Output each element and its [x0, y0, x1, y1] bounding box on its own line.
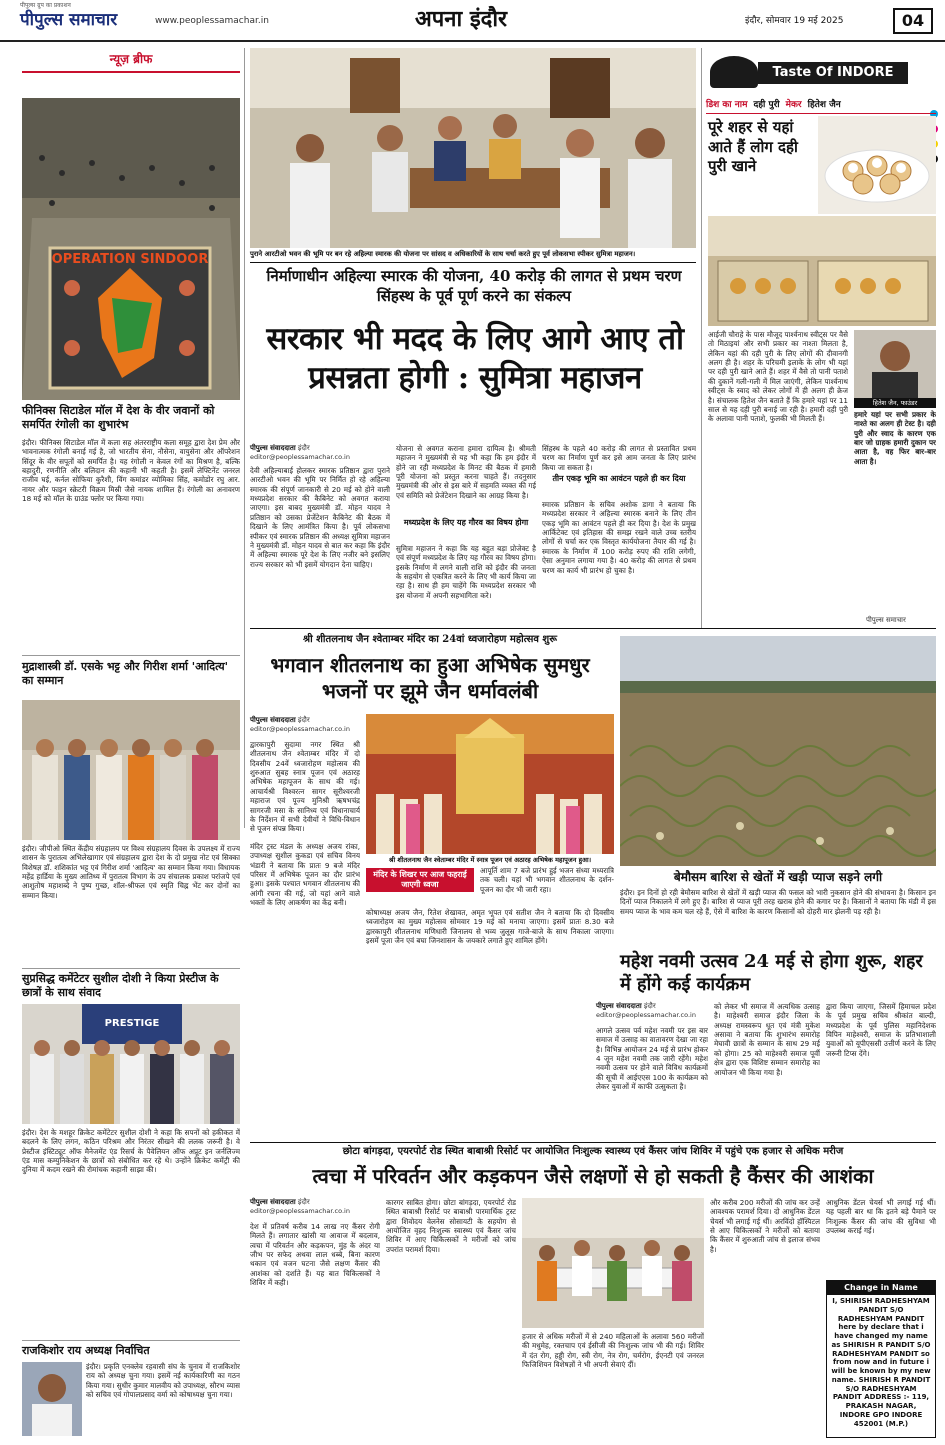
news-brief-title: न्यूज़ ब्रीफ — [22, 48, 240, 73]
byline-name: पीपुल्स संवाददाता — [596, 1002, 642, 1010]
taste-header — [706, 48, 936, 96]
byline-name: पीपुल्स संवाददाता — [250, 444, 296, 452]
byline-email[interactable]: editor@peoplessamachar.co.in — [250, 724, 350, 733]
rangoli-image — [22, 98, 240, 400]
dahi-puri-image — [818, 116, 936, 214]
story-body: इंदौर। जीपीओ स्थित केंद्रीय संग्रहालय पर विश्व संग्रहालय दिवस के उपलक्ष्य में राज्य शासन के पुरातत्व अभिलेखागार एवं संग्रहालय द्वारा देश के दो प्रमुख नोट एवं सिक्का विशेषज्ञ डॉ. शशिकांत भट्ट एवं गिरीश शर्मा 'आदित्य' का सम्मान किया गया। विधायक महेंद्र हार्डिया के मुख्य आतिथ्य में पुरातत्व विभाग के उप संचालक प्रकाश परांजपे एवं आशुतोष महाशब्दे ने पुष्प गुच्छ, शॉल-श्रीफल एवं स्मृति चिह्न भेंट कर दोनों का सम्मान किया। — [22, 844, 240, 900]
website-url[interactable]: www.peoplessamachar.in — [155, 16, 269, 26]
prestige-photo — [22, 1004, 240, 1124]
maker-name: हितेश जैन — [807, 99, 841, 110]
lead-photo — [250, 48, 696, 248]
byline-email[interactable]: editor@peoplessamachar.co.in — [596, 1010, 696, 1019]
portrait-photo — [22, 1362, 82, 1436]
onion-field-image — [620, 636, 936, 866]
lead-headline: सरकार भी मदद के लिए आगे आए तो प्रसन्नता होगी : सुमित्रा महाजन — [266, 321, 684, 396]
taste-headline: पूरे शहर से यहां आते हैं लोग दही पुरी खाने — [708, 118, 798, 175]
byline-email[interactable]: editor@peoplessamachar.co.in — [250, 452, 350, 461]
lead-subhead: तीन एकड़ भूमि का आवंटन पहले ही कर दिया — [552, 474, 686, 483]
masthead — [0, 0, 945, 42]
lead-column: योजना से अवगत कराना हमारा दायित्व है। श्रीमती महाजन ने मुख्यमंत्री से यह भी कहा कि हम इंदौर में होने जा रही मध्यप्रदेश के मिनट की बैठक में हमारी पूरी योजना को प्रस्तुत करना चाहते हैं। तदनुसार मुख्यमंत्री की ओर से इस बारे में सहमति व्यक्त की गई एवं समिति को प्रेजेंटेशन दिखाने का आग्रह किया है। — [396, 444, 536, 500]
divider — [22, 655, 240, 656]
divider — [250, 262, 696, 263]
temple-photo — [366, 714, 614, 854]
page-section-title: अपना इंदौर — [415, 6, 508, 32]
byline-city: इंदौर — [297, 716, 310, 724]
maker-label: मेकर — [785, 99, 802, 110]
taste-body: आईजी चौराहे के पास मौजूद पार्श्वनाथ स्वीट्स पर वैसे तो मिठाइयां और सभी प्रकार का नाश्ता मिलता है, लेकिन यहां की दही पुरी के लिए लोगों की दीवानगी अलग ही है। शहर के परिचमी इलाके के लोग भी यहां पर दही पुरी खाने आते हैं। शहर में वैसे तो पानी पताशे की दुकानें गली-गली में मिल जाएंगी, लेकिन पार्श्वनाथ स्वीट्स के स्वाद को लेकर लोगों में ही अलग ही क्रेज है। संचालक हितेश जैन बताते हैं कि हमारे यहां पर 11 साल से यह दही पुरी बनाई जा रही है। हमारी दही पुरी के अलावा पानी पताशे, फुलकी भी मिलती हैं। — [708, 330, 848, 424]
column-divider — [244, 48, 245, 828]
photo-caption: पुराने आरटीओ भवन की भूमि पर बन रहे अहिल्या स्मारक की योजना पर सांसद व अधिकारियों के साथ चर्चा करते हुए पूर्व लोकसभा स्पीकर सुमित्रा महाजन। — [250, 250, 636, 258]
story-headline: मुद्राशास्त्री डॉ. एसके भट्ट और गिरीश शर्मा 'आदित्य' का सम्मान — [22, 660, 229, 687]
founder-image — [854, 330, 936, 398]
lead-subhead: मध्यप्रदेश के लिए यह गौरव का विषय होगा — [403, 518, 529, 527]
byline-city: इंदौर — [297, 444, 310, 452]
onion-field-photo — [620, 636, 936, 866]
dish-label: डिश का नाम — [706, 99, 748, 110]
jain-column: मंदिर ट्रस्ट मंडल के अध्यक्ष अजय रांका, उपाध्यक्ष सुशील कुकडा एवं सचिव विनय भंडारी ने बताया कि प्रातः 9 बजे मंदिर परिसर में अभिषेक पूजन का दौर प्रारंभ हुआ। इसके पश्चात भगवान शीतलनाथ की आंगी रचना की गई, जो यहां आने वाले भक्तों के लिए आकर्षण का केंद्र बनी। — [250, 842, 360, 908]
divider — [22, 1340, 240, 1341]
temple-image — [366, 714, 614, 854]
cancer-column: आधुनिक डेंटल चेयर्स भी लगाई गई थीं। यह पहली बार था कि इतने बड़े पैमाने पर निःशुल्क कैंसर की जांच की सुविधा भी उपलब्ध कराई गई। — [826, 1198, 936, 1236]
mahesh-headline: महेश नवमी उत्सव 24 मई से होगा शुरू, शहर में होंगे कई कार्यक्रम — [620, 951, 923, 996]
byline — [250, 716, 360, 733]
brand-logo: पीपुल्स समाचार — [20, 10, 118, 30]
dish-name: दही पुरी — [753, 99, 780, 110]
founder-photo — [854, 330, 936, 398]
byline-name: पीपुल्स संवाददाता — [250, 716, 296, 724]
byline — [596, 1002, 710, 1019]
photo-caption: श्री शीतलनाथ जैन श्वेताम्बर मंदिर में स्नात्र पूजन एवं अठारह अभिषेक महापूजन हुआ। — [388, 856, 592, 864]
divider — [250, 1142, 936, 1143]
svg-text:PRESTIGE: PRESTIGE — [104, 1018, 160, 1029]
credit: पीपुल्स समाचार — [866, 616, 906, 624]
mahesh-column: को लेकर भी समाज में अत्यधिक उत्साह है। माहेश्वरी समाज इंदौर जिला के अध्यक्ष रामस्वरूप धूत एवं मंत्री मुकेश असावा ने बताया कि शुभारंभ समारोह मेघावी छात्रों के सम्मान के साथ 29 मई को होगा। 25 को माहेश्वरी समाज पूर्वी क्षेत्र द्वारा एक विशिष्ट सम्मान समारोह का आयोजन भी किया गया है। — [714, 1002, 820, 1077]
cancer-column: देश में प्रतिवर्ष करीब 14 लाख नए कैंसर रोगी मिलते हैं। लगातार खांसी या आवाज में बदलाव, त्वचा में परिवर्तन और कड़कपन, मुंह के अंदर या जीभ पर सफेद अथवा लाल धब्बे, बिना कारण थकान एवं वजन घटना जैसे लक्षण कैंसर की आशंका को दर्शाते हैं। यह बात चिकित्सकों ने शिविर में कही। — [250, 1222, 380, 1288]
rangoli-text: OPERATION SINDOOR — [51, 252, 209, 267]
onion-caption: बेमौसम बारिश से खेतों में खड़ी प्याज सड़ने लगी — [673, 870, 883, 884]
founder-quote: हमारे यहां पर सभी प्रकार के नाश्ते का अलग ही टेस्ट है। दही पुरी और स्वाद के कारण एक बार जो ग्राहक हमारी दुकान पर आता है, वह फिर बार-बार आता है। — [854, 410, 936, 466]
mahesh-column: आगले उत्सव पर्व महेश नवमी पर इस बार समाज में उत्साह का वातावरण देखा जा रहा है। विभिन्न आयोजन 24 मई से प्रारंभ होकर 4 जून महेश नवमी तक जारी रहेंगे। महेश नवमी उत्सव पर होने वाले विविध कार्यक्रमों की सूची में आईएएस 100 के कार्यक्रम को लेकर युवाओं में काफी उत्सुकता है। — [596, 1026, 708, 1092]
camp-photo — [522, 1198, 704, 1328]
taste-of-indore-box — [706, 48, 936, 628]
jain-kicker: श्री शीतलनाथ जैन श्वेताम्बर मंदिर का 24वां ध्वजारोहण महोत्सव शुरू — [302, 634, 557, 645]
byline-email[interactable]: editor@peoplessamachar.co.in — [250, 1206, 350, 1215]
byline-city: इंदौर — [643, 1002, 656, 1010]
portrait-image — [22, 1362, 82, 1436]
honour-photo — [22, 700, 240, 840]
column-divider — [701, 48, 702, 628]
honour-image — [22, 700, 240, 840]
shop-photo — [708, 216, 936, 326]
story-body: इंदौर। प्रकृति एनक्लेव रहवासी संघ के चुनाव में राजकिशोर राय को अध्यक्ष चुना गया। इसमें नई कार्यकारिणी का गठन किया गया। सुधीर कुमार मालवीय को उपाध्यक्ष, सौरभ व्यास को सचिव एवं गोपालप्रसाद वर्मा को कोषाध्यक्ष चुना गया। — [86, 1362, 240, 1400]
news-brief-column — [22, 48, 240, 73]
cancer-column: और करीब 200 मरीजों की जांच कर उन्हें आवश्यक परामर्श दिया। दो आधुनिक डेंटल चेयर्स भी लगाई गई थीं। अरविंदो हॉस्पिटल से आए चिकित्सकों ने मरीजों को बताया कि कैंसर में शुरुआती जांच से इलाज संभव है। — [710, 1198, 820, 1254]
cancer-headline: त्वचा में परिवर्तन और कड़कपन जैसे लक्षणों से हो सकती है कैंसर की आशंका — [312, 1164, 874, 1188]
dahi-puri-photo — [818, 116, 936, 214]
byline-name: पीपुल्स संवाददाता — [250, 1198, 296, 1206]
story-headline: सुप्रसिद्ध कमेंटेटर सुशील दोशी ने किया प्रेस्टीज के छात्रों के साथ संवाद — [22, 972, 219, 999]
cancer-kicker: छोटा बांगड़दा, एयरपोर्ट रोड स्थित बाबाश्री रिसोर्ट पर आयोजित निःशुल्क स्वास्थ्य एवं कैंसर जांच शिविर में पहुंचे एक हजार से अधिक मरीज — [342, 1146, 844, 1157]
lead-deck: निर्माणाधीन अहिल्या स्मारक की योजना, 40 करोड़ की लागत से प्रथम चरण सिंहस्थ के पूर्व पूर्ण करने का संकल्प — [266, 267, 682, 306]
taste-title: Taste Of INDORE — [758, 62, 908, 84]
page-number: 04 — [893, 8, 933, 34]
notice-body: I, SHIRISH RADHESHYAM PANDIT S/O RADHESHYAM PANDIT here by declare that i have changed my name as SHIRISH R PANDIT S/O RADHESHYAM PANDIT so from now and in future i will be known by my new name. SHIRISH R PANDIT S/O RADHESHYAM PANDIT ADDRESS :- 119, PRAKASH NAGAR, INDORE GPO INDORE 452001 (M.P.) — [831, 1297, 931, 1428]
story-body: इंदौर। देश के मशहूर क्रिकेट कमेंटेटर सुशील दोशी ने कहा कि सपनों को हकीकत में बदलने के लिए लगन, कठिन परिश्रम और निरंतर सीखने की ललक जरूरी है। वे प्रेस्टीज इंस्टिट्यूट ऑफ मैनेजमेंट एंड रिसर्च के पैवेलियन ऑफ अप्रूट इन जर्नलिज्म एंड मास कम्युनिकेशन के छात्रों को संबोधित कर रहे थे। उन्होंने क्रिकेट कमेंट्री की दुनिया में कदम रखने की रोमांचक कहानी साझा की। — [22, 1128, 240, 1175]
name-change-notice — [826, 1280, 936, 1438]
shop-image — [708, 216, 936, 326]
prestige-image — [22, 1004, 240, 1124]
lead-column: सिंहस्थ के पहले 40 करोड़ की लागत से प्रस्तावित प्रथम चरण का निर्माण पूर्ण कर इसे आम जनता के लिए प्रारंभ किया जा सकता है। — [542, 444, 696, 472]
meeting-image — [250, 48, 696, 248]
founder-caption: हितेश जैन, फाउंडर — [854, 398, 936, 408]
cloche-icon — [710, 56, 758, 88]
brand-tagline: पीपुल्स ग्रुप का प्रकाशन — [20, 2, 71, 9]
jain-column: द्वारकापुरी सुदामा नगर स्थित श्री शीतलनाथ जैन श्वेताम्बर मंदिर में दो दिवसीय 24वें ध्वजारोहण महोत्सव की शुरुआत सुबह स्नात्र पूजन एवं अठारह अभिषेक महापूजन के साथ की गई। आचार्यश्री विश्वरत्न सागर सूरीश्वरजी महाराज एवं पूज्य मुनिश्री ऋषभचंद्र सागरजी मसा के सानिध्य एवं विधानाचार्य के निर्देशन में सभी देवीयों ने विधि-विधान से पूजन संपन्न किया। — [250, 740, 360, 834]
jain-subhead: मंदिर के शिखर पर आज फहराई जाएगी ध्वजा — [366, 868, 474, 892]
notice-title: Change in Name — [827, 1281, 935, 1295]
jain-column: आपूर्ति शाम 7 बजे प्रारंभ हुई भजन संध्या मध्यरात्रि तक चली। यहां भी भगवान शीतलनाथ के दर्शन-पूजन का दौर भी जारी रहा। — [480, 866, 614, 894]
story-body: इंदौर। फीनिक्स सिटाडेल मॉल में कला सह अंतरराष्ट्रीय कला समूह द्वारा देश प्रेम और भावनात्मक रंगोली बनाई गई है, जो भारतीय सेना, नौसेना, वायुसेना और ऑपरेशन सिंदूर के वीर सपूतों को समर्पित है। यह रंगोली न केवल रंगों का मिश्रण है, बल्कि बहादुरी, रणनीति और बलिदान की कहानी भी कहती है। इसमें लेफ्टिनेंट जनरल राजीव घई, कर्नल सोफिया कुरैशी, विंग कमांडर व्योमिका सिंह, कमोडोर रघु आर. नायर और फाइन स्क्रेटरी विक्रम मिस्री जैसे नायक शामिल हैं। रंगोली का अनावरण 18 मई को मॉल के ग्राउंड फ्लोर पर किया गया। — [22, 438, 240, 504]
divider — [22, 968, 240, 969]
onion-body: इंदौर। इन दिनों हो रही बेमौसम बारिश से खेतों में खड़ी प्याज की फसल को भारी नुकसान होने की संभावना है। किसान इन दिनों प्याज निकालने में लगे हुए हैं। बारिश से प्याज पूरी तरह खराब होने की कगार पर है। किसानों ने बताया कि मंडी में इस समय प्याज के भाव कम चल रहे हैं, ऐसे में बारिश के कारण किसानों को दोहरी मार झेलनी पड़ रही है। — [620, 888, 936, 916]
story-headline: फीनिक्स सिटाडेल मॉल में देश के वीर जवानों को समर्पित रंगोली का शुभारंभ — [22, 404, 215, 431]
divider — [250, 628, 936, 629]
cancer-column: कारगर साबित होगा। छोटा बांगड़दा, एयरपोर्ट रोड स्थित बाबाश्री रिसोर्ट पर बाबाश्री पारमार्थिक ट्रस्ट द्वारा शिवोदय वेलनेस सोसायटी के सहयोग से आयोजित वृहद निःशुल्क स्वास्थ्य एवं कैंसर जांच शिविर में आए चिकित्सकों ने मरीजों को जांच उपरांत परामर्श दिया। — [386, 1198, 516, 1254]
lead-column: देवी अहिल्याबाई होलकर स्मारक प्रतिष्ठान द्वारा पुराने आरटीओ भवन की भूमि पर निर्मित हो रहे अहिल्या स्मारक की संपूर्ण जानकारी से 20 मई को होने वाली मध्यप्रदेश सरकार की कैबिनेट को अवगत कराया जाएगा। इस बाबद मुख्यमंत्री डॉ. मोहन यादव ने प्रतिष्ठान को उसका प्रेजेंटेशन कैबिनेट की बैठक में दिखाने के लिए आमंत्रित किया है। पूर्व लोकसभा स्पीकर एवं स्मारक प्रतिष्ठान की अध्यक्ष सुमित्रा महाजन ने मुख्यमंत्री डॉ. मोहन यादव से बात कर कहा कि इंदौर में अहिल्या स्मारक पूरे देश के लिए नजीर बने इसलिए राज्य सरकार को भी इसमें योगदान देना चाहिए। — [250, 466, 390, 569]
taste-meta — [706, 98, 936, 114]
mahesh-column: द्वारा किया जाएगा, जिसमें हिमाचल प्रदेश के पूर्व प्रमुख सचिव श्रीकांत बाल्दी, मध्यप्रदेश के पूर्व पुलिस महानिदेशक विपिन माहेश्वरी, समाज के प्रतिभाशाली युवाओं को यूपीएससी उत्तीर्ण करने के लिए जरूरी टिप्स देंगे। — [826, 1002, 936, 1058]
lead-column: स्मारक प्रतिष्ठान के सचिव अशोक डागा ने बताया कि मध्यप्रदेश सरकार ने अहिल्या स्मारक बनाने के लिए तीन एकड़ भूमि का आवंटन पहले ही कर दिया है। देश के प्रमुख आर्किटेक्ट एवं इतिहास की समझ रखने वाले उच्च स्तरीय लोगों से चर्चा कर एक विस्तृत कार्ययोजना तैयार की गई है। स्मारक के निर्माण में 100 करोड़ रुपए की राशि लगेगी, ऐसा अनुमान लगाया गया है। 40 करोड़ की लागत से प्रथम चरण का कार्य भी प्रारंभ हो चुका है। — [542, 500, 696, 575]
story-headline: राजकिशोर राय अध्यक्ष निर्वाचित — [22, 1344, 150, 1357]
camp-image — [522, 1198, 704, 1328]
rangoli-photo — [22, 98, 240, 400]
edition-date: इंदौर, सोमवार 19 मई 2025 — [745, 16, 844, 26]
lead-column: सुमित्रा महाजन ने कहा कि यह बहुत बड़ा प्रोजेक्ट है एवं संपूर्ण मध्यप्रदेश के लिए यह गौरव का विषय होगा। इसके निर्माण में लगने वाली राशि को इंदौर की जनता के सहयोग से एकत्रित करने के लिए भी कार्य किया जा रहा है। साथ ही हम चाहेंगे कि मध्यप्रदेश सरकार भी इस योजना में अपनी सहभागिता करे। — [396, 544, 536, 600]
jain-headline: भगवान शीतलनाथ का हुआ अभिषेक सुमधुर भजनों पर झूमे जैन धर्मावलंबी — [270, 653, 590, 703]
cancer-column: हजार से अधिक मरीजों में से 240 महिलाओं के अलावा 560 मरीजों की मधुमेह, रक्तचाप एवं ईसीजी की निःशुल्क जांच भी की गई। शिविर में दंत रोग, हड्डी रोग, स्त्री रोग, नेत्र रोग, चर्मरोग, ईएनटी एवं जनरल फिजिशियन विशेषज्ञों ने भी अपनी सेवाएं दीं। — [522, 1332, 704, 1370]
byline — [250, 1198, 380, 1215]
byline-city: इंदौर — [297, 1198, 310, 1206]
jain-column: कोषाध्यक्ष अजय जैन, रितेश शेखावत, अमृत भूपत एवं सतीश जैन ने बताया कि दो दिवसीय ध्वजारोहण का मुख्य महोत्सव सोमवार 19 मई को मनाया जाएगा। इसमें प्रातः 8.30 बजे द्वारकापुरी शीतलनाथ मणिधारी जिनालय से भव्य जुलूस गाजे-बाजे के साथ निकाला जाएगा। इसमें पूजा जैन एवं बघा जिनशासन के जयकारे लगाते हुए शामिल होंगे। — [366, 908, 614, 946]
byline — [250, 444, 390, 461]
